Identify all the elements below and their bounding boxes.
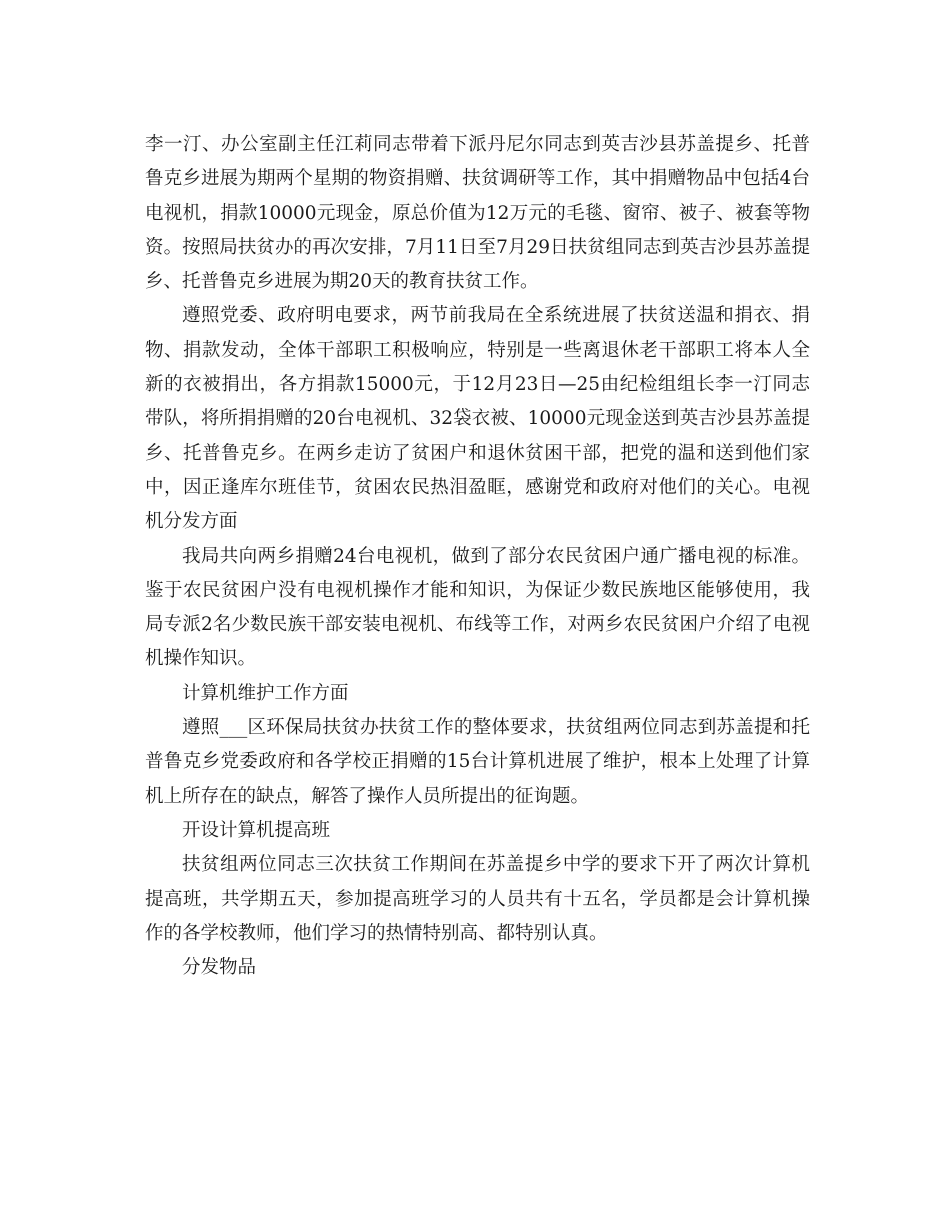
- document-body: [145, 128, 810, 985]
- paragraph-donation-summary: 李一汀、办公室副主任江莉同志带着下派丹尼尔同志到英吉沙县苏盖提乡、托普鲁克乡进展为期两个星期的物资捐赠、扶贫调研等工作，其中捐赠物品中包括4台电视机，捐款10000元现金，原总价值为12万元的毛毯、窗帘、被子、被套等物资。按照局扶贫办的再次安排，7月11日至7月29日扶贫组同志到英吉沙县苏盖提乡、托普鲁克乡进展为期20天的教育扶贫工作。: [145, 134, 810, 293]
- paragraph-holiday-donation: 遵照党委、政府明电要求，两节前我局在全系统进展了扶贫送温和捐衣、捐物、捐款发动，全体干部职工积极响应，特别是一些离退休老干部职工将本人全新的衣被捐出，各方捐款15000元，于12月23日—25由纪检组组长李一汀同志带队，将所捐捐赠的20台电视机、32袋衣被、10000元现金送到英吉沙县苏盖提乡、托普鲁克乡。在两乡走访了贫困户和退休贫困干部，把党的温和送到他们家中，因正逢库尔班佳节，贫困农民热泪盈眶，感谢党和政府对他们的关心。电视机分发方面: [145, 305, 810, 533]
- paragraph-computer-class: 扶贫组两位同志三次扶贫工作期间在苏盖提乡中学的要求下开了两次计算机提高班，共学期五天，参加提高班学习的人员共有十五名，学员都是会计算机操作的各学校教师，他们学习的热情特别高、都特别认真。: [145, 854, 810, 944]
- paragraph-computer-maintenance: 遵照___区环保局扶贫办扶贫工作的整体要求，扶贫组两位同志到苏盖提和托普鲁克乡党委政府和各学校正捐赠的15台计算机进展了维护，根本上处理了计算机上所存在的缺点，解答了操作人员所提出的征询题。: [145, 717, 810, 807]
- paragraph-tv-distribution: 我局共向两乡捐赠24台电视机，做到了部分农民贫困户通广播电视的标准。鉴于农民贫困户没有电视机操作才能和知识，为保证少数民族地区能够使用，我局专派2名少数民族干部安装电视机、布线等工作，对两乡农民贫困户介绍了电视机操作知识。: [145, 545, 810, 670]
- heading-computer-maintenance: 计算机维护工作方面: [182, 682, 349, 704]
- heading-computer-class: 开设计算机提高班: [182, 819, 331, 841]
- heading-item-distribution: 分发物品: [182, 957, 257, 979]
